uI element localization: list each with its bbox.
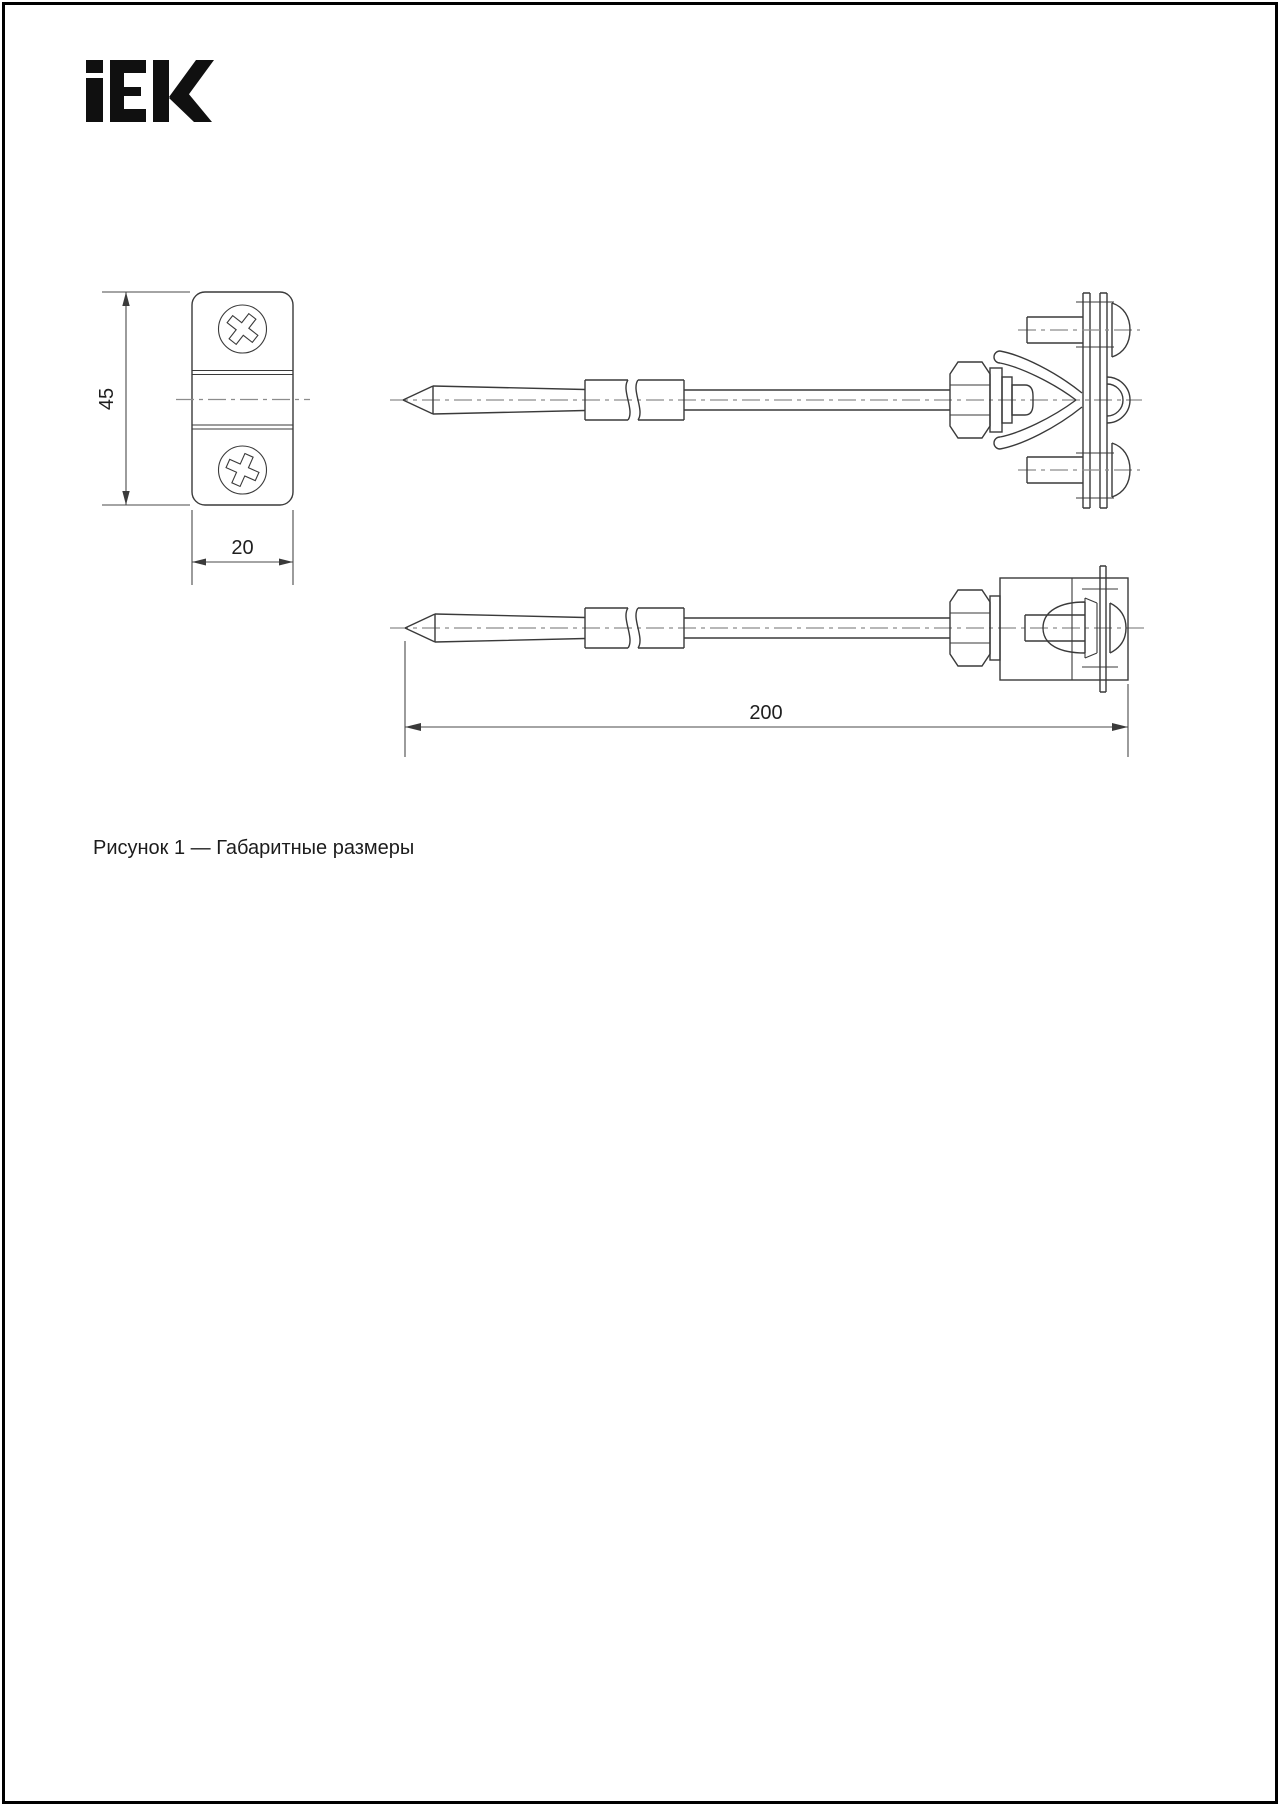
dimensional-drawing <box>0 0 1280 900</box>
dimension-pin-length <box>405 641 1128 757</box>
logo-letter-i-dot <box>86 60 103 73</box>
dimension-plate-width <box>192 510 293 585</box>
phillips-screw-icon <box>219 446 267 494</box>
iek-logo <box>86 60 214 122</box>
clamp-bolt-top <box>1018 302 1140 357</box>
phillips-screw-icon <box>219 305 267 353</box>
dim-label-45: 45 <box>96 387 118 411</box>
plate-end-view <box>96 292 310 585</box>
figure-caption: Рисунок 1 — Габаритные размеры <box>93 837 415 859</box>
grounding-plate-edge <box>1100 566 1106 692</box>
plate-outline <box>192 292 293 505</box>
pin-front-view <box>390 293 1142 508</box>
dim-label-200: 200 <box>749 702 783 724</box>
dimension-plate-height <box>96 292 190 505</box>
clamp-body <box>1000 566 1128 692</box>
washer-stack <box>990 368 1033 432</box>
logo-letter-e <box>110 60 146 122</box>
logo-letter-i-stem <box>86 78 103 122</box>
clamp-bolt-bottom <box>1018 443 1140 498</box>
pin-side-view <box>390 566 1145 757</box>
dim-label-20: 20 <box>231 537 254 559</box>
pin-rod <box>403 380 950 420</box>
logo-letter-k <box>153 60 214 122</box>
